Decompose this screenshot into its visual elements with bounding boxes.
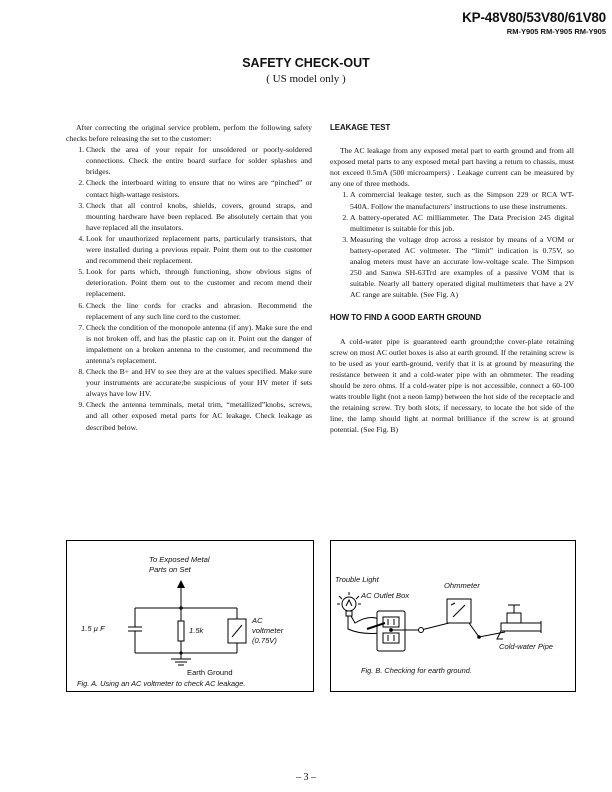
intro-paragraph: After correcting the original service problem, perfom the following safety checks before releasing the set to the customer: xyxy=(66,123,312,144)
figure-a-caption: Fig. A. Using an AC voltmeter to check AC leakage. xyxy=(77,679,246,688)
left-column xyxy=(66,122,312,433)
list-item: 9. Check the antenna temminals, metal trim, “metallized”knobs, screws, and all other exposed metal parts for AC leakage. Check leakage as described below. xyxy=(86,399,312,432)
list-item: 1. Check the area of your repair for unsoldered or poorly-soldered connections. Check the entire board surface for solder splashes and bridges. xyxy=(86,144,312,177)
leakage-methods xyxy=(330,189,574,300)
page-number: – 3 – xyxy=(296,772,316,783)
list-item: 5. Look for parts which, through functioning, show obvious signs of deterioration. Point them out to the customer and recom mend their replacement. xyxy=(86,266,312,299)
list-item: 3. Measuring the voltage drop across a resistor by means of a VOM or battery-operated AC voltmeter. The “limit” indication is 0.75V, so analog meters must have an accurate low-voltage scale. The Simpson 250 and Sanwa SH-63Trd are examples of a passive VOM that is suitable. Nearly all battery operated digital multimeters that have a 2V AC range are suitable. (See Fig. A) xyxy=(350,234,574,301)
earth-ground-heading: HOW TO FIND A GOOD EARTH GROUND xyxy=(330,313,482,323)
list-item: 4. Look for unauthorized replacement parts, particularly transistors, that were installed during a previous repair. Point them out to the customer and recommend their replacement. xyxy=(86,233,312,266)
meter-label-ac: AC xyxy=(252,616,263,625)
ohmmeter-icon xyxy=(447,599,471,623)
resistor-label: 1.5k xyxy=(189,626,204,635)
ohmmeter-label: Ohmmeter xyxy=(444,581,480,590)
figure-b xyxy=(330,540,576,692)
page-title: SAFETY CHECK-OUT xyxy=(242,56,370,70)
right-column xyxy=(330,122,574,435)
list-item: 7. Check the condition of the monopole antenna (if any). Make sure the end is not broken off, and has the plastic cap on it. Point out the danger of impalement on a broken antenna to the customer, and recommend the antenna’s replacement. xyxy=(86,322,312,366)
meter-label-voltmeter: voltmeter xyxy=(252,626,284,635)
figure-a xyxy=(66,540,314,692)
model-number: KP-48V80/53V80/61V80 xyxy=(462,10,606,25)
earth-ground-label: Earth Ground xyxy=(187,668,233,677)
list-item: 6. Check the line cords for cracks and abrasion. Recommend the replacement of any such line cord to the customer. xyxy=(86,300,312,322)
leakage-test-heading: LEAKAGE TEST xyxy=(330,123,391,132)
figure-b-caption: Fig. B. Checking for earth ground. xyxy=(361,666,472,675)
faucet-icon xyxy=(497,605,541,639)
earth-ground-paragraph: A cold-water pipe is guaranteed earth ground;the cover-plate retaining screw on most AC outlet boxes is also at earth ground. If the retaining screw is to be used as your earth-ground, verify that it is at ground by measuring the resistance between it and a cold-water pipe with an ohmmeter. The reading should be zero ohms. If a cold-water pipe is not accessible, connect a 60-100 watts trouble light (not a neon lamp) between the hot side of the receptacle and the retaining screw. Try both slots, if necessary, to locate the hot side of the line, the lamp should light at normal brilliance if the screw is at ground potential. (See Fig. B) xyxy=(330,336,574,435)
capacitor-label: 1.5 µ F xyxy=(81,624,105,633)
meter-label-range: (0.75V) xyxy=(252,636,277,645)
list-item: 8. Check the B+ and HV to see they are at the values specified. Make sure your instruments are accurate;be suspicious of your HV meter if sets always have low HV. xyxy=(86,366,312,399)
page-subtitle: ( US model only ) xyxy=(266,73,346,85)
list-item: 3. Check that all control knobs, shields, covers, ground straps, and mounting hardware have been replaced. Be absolutely certain that you have replaced all the insulators. xyxy=(86,200,312,233)
parts-on-set-label: Parts on Set xyxy=(149,565,191,574)
outlet-box-icon xyxy=(377,611,405,651)
cold-water-pipe-label: Cold-water Pipe xyxy=(499,642,554,651)
list-item: 1. A commercial leakage tester, such as the Simpson 229 or RCA WT-540A. Follow the manufacturers’ instructions to use these instruments. xyxy=(350,189,574,211)
list-item: 2. A battery-operated AC milliammeter. The Data Precision 245 digital multimeter is suitable for this job. xyxy=(350,212,574,234)
trouble-light-label: Trouble Light xyxy=(335,575,379,584)
light-bulb-icon xyxy=(337,592,361,616)
chassis-codes: RM-Y905 RM-Y905 RM-Y905 xyxy=(506,27,606,36)
safety-checklist xyxy=(66,144,312,432)
leakage-intro: The AC leakage from any exposed metal part to earth ground and from all exposed metal parts to any exposed metal part having a return to chassis, must not exceed 0.5mA (500 microampers) . Leakage current can be measured by any one of three methods. xyxy=(330,146,574,189)
to-exposed-metal-label: To Exposed Metal xyxy=(149,555,210,564)
ac-outlet-box-label: AC Outlet Box xyxy=(361,591,410,600)
list-item: 2. Check the interboard wiring to ensure that no wires are “pinched” or contact high-wattage resistors. xyxy=(86,177,312,199)
